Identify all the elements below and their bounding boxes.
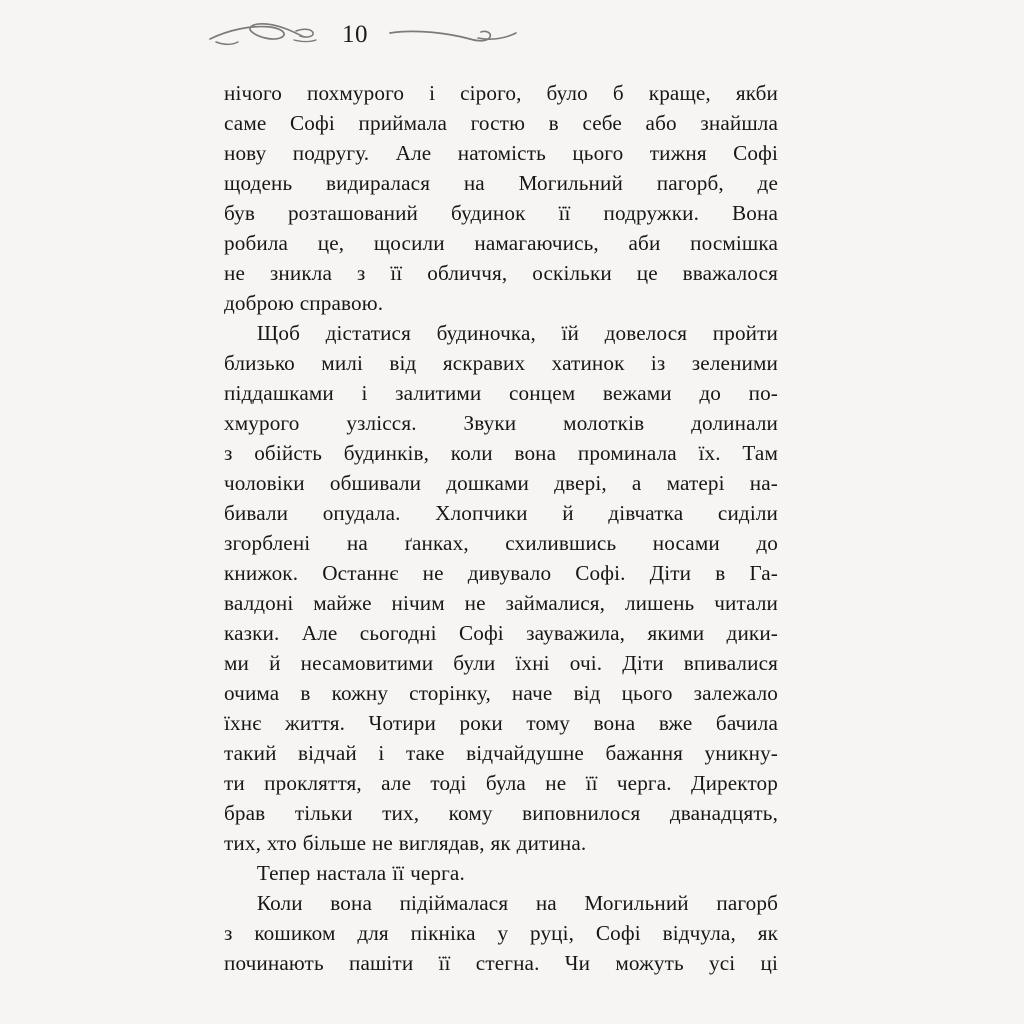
text-line: доброю справою.: [224, 291, 384, 315]
text-line: нічого похмурого і сірого, було б краще, якби: [224, 81, 778, 105]
text-line: чоловіки обшивали дошками двері, а матері на-: [224, 471, 778, 495]
paragraph: [224, 78, 778, 318]
text-line: тих, хто більше не виглядав, як дитина.: [224, 831, 587, 855]
text-line: нову подругу. Але натомість цього тижня Софі: [224, 141, 778, 165]
text-line: бивали опудала. Хлопчики й дівчатка сиділи: [224, 501, 778, 525]
text-line: з кошиком для пікніка у руці, Софі відчула, як: [224, 921, 778, 945]
flourish-right-icon: [382, 14, 522, 54]
text-line: щодень видиралася на Могильний пагорб, де: [224, 171, 778, 195]
text-line: їхнє життя. Чотири роки тому вона вже бачила: [224, 711, 778, 735]
text-line: близько милі від яскравих хатинок із зеленими: [224, 351, 778, 375]
text-line: хмурого узлісся. Звуки молотків долинали: [224, 411, 778, 435]
paragraph: [224, 858, 778, 888]
text-line: з обійсть будинків, коли вона проминала їх. Там: [224, 441, 778, 465]
text-line: ти прокляття, але тоді була не її черга. Директор: [224, 771, 778, 795]
paragraph: [224, 888, 778, 978]
paragraph: [224, 318, 778, 858]
text-line: піддашками і залитими сонцем вежами до по-: [224, 381, 778, 405]
text-line: такий відчай і таке відчайдушне бажання уникну-: [224, 741, 778, 765]
text-line: очима в кожну сторінку, наче від цього залежало: [224, 681, 778, 705]
text-line: ми й несамовитими були їхні очі. Діти впивалися: [224, 651, 778, 675]
text-line: Коли вона підіймалася на Могильний пагорб: [256, 891, 778, 915]
text-line: згорблені на ґанках, схилившись носами до: [224, 531, 778, 555]
text-line: книжок. Останнє не дивувало Софі. Діти в Га-: [224, 561, 778, 585]
text-line: не зникла з її обличчя, оскільки це вважалося: [224, 261, 778, 285]
text-line: був розташований будинок її подружки. Вона: [224, 201, 778, 225]
text-line: валдоні майже нічим не займалися, лишень читали: [224, 591, 778, 615]
text-line: казки. Але сьогодні Софі зауважила, якими дики-: [224, 621, 778, 645]
running-head: [196, 12, 516, 56]
text-line: брав тільки тих, кому виповнилося дванадцять,: [224, 801, 778, 825]
text-line: Тепер настала її черга.: [256, 861, 465, 885]
text-line: Щоб дістатися будиночка, їй довелося пройти: [256, 321, 778, 345]
text-line: робила це, щосили намагаючись, аби посмішка: [224, 231, 778, 255]
text-line: саме Софі приймала гостю в себе або знайшла: [224, 111, 778, 135]
flourish-left-icon: [196, 14, 326, 54]
page-number: 10: [342, 20, 368, 48]
text-line: починають пашіти її стегна. Чи можуть усі ці: [224, 951, 778, 975]
text-column: [224, 78, 778, 978]
